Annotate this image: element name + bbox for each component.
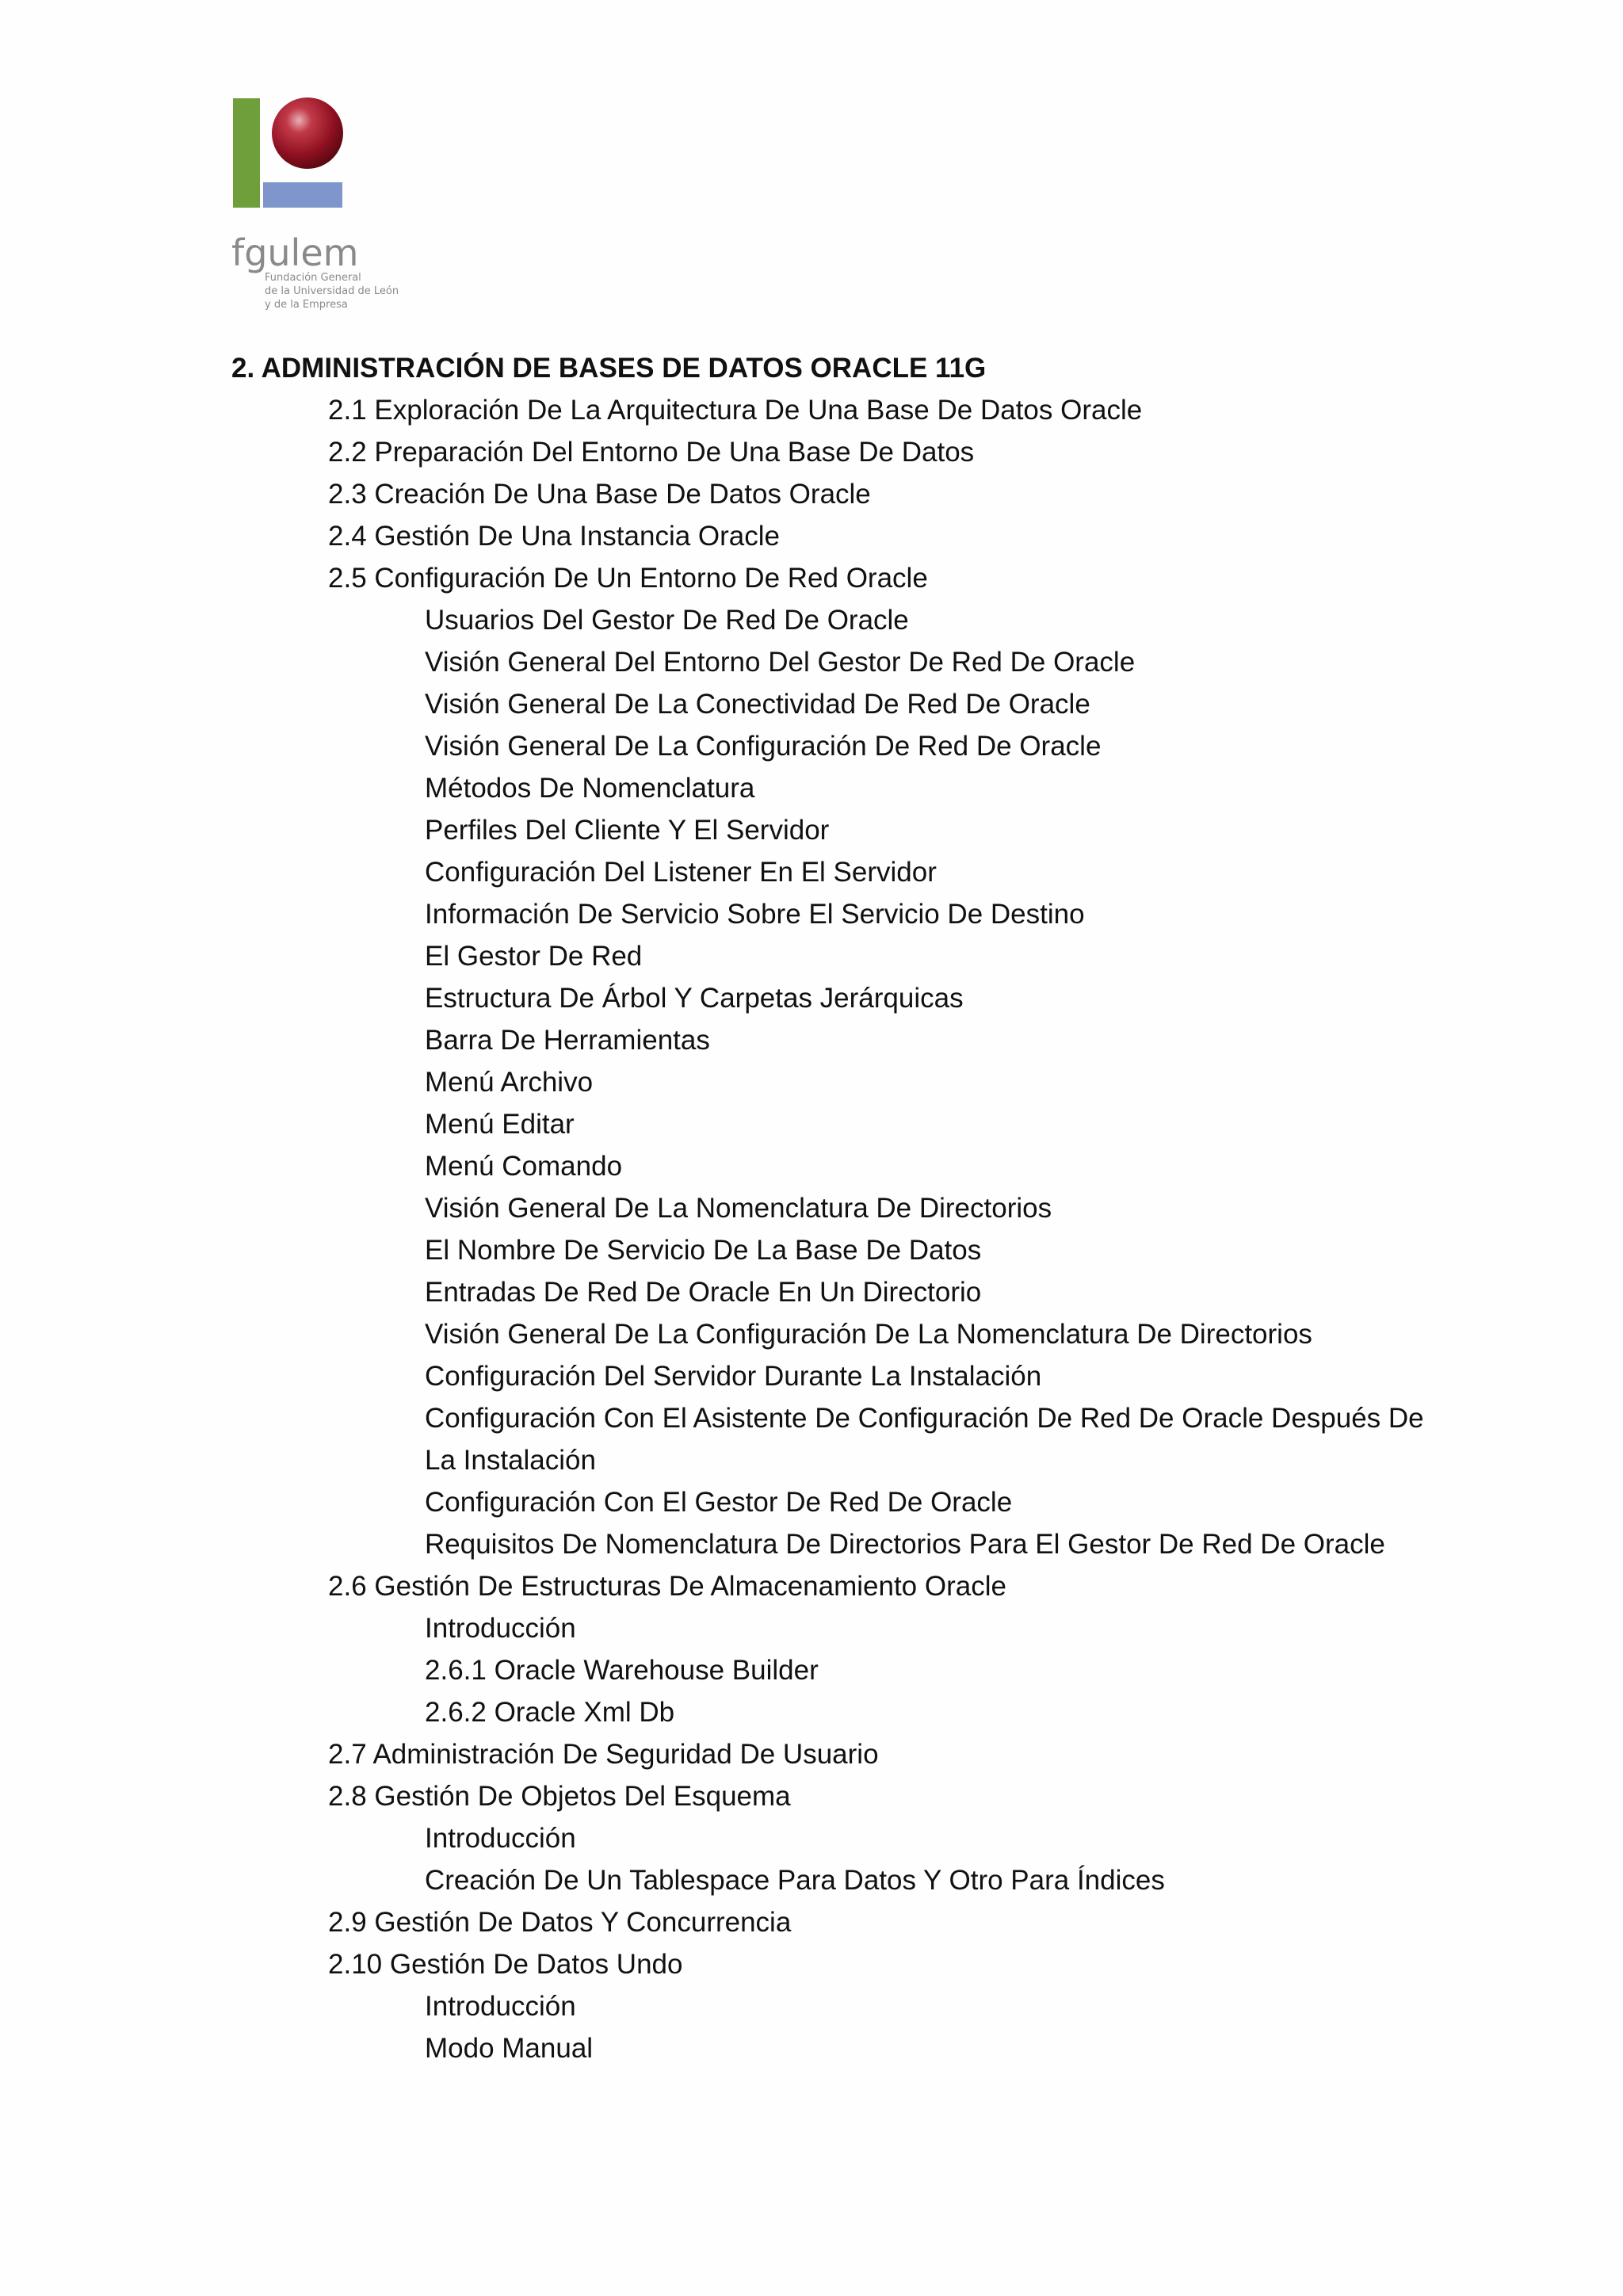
outline-subitem: Creación De Un Tablespace Para Datos Y Otro Para Índices — [425, 1865, 1165, 1896]
outline-section: 2.9 Gestión De Datos Y Concurrencia — [328, 1907, 792, 1938]
outline-subitem: La Instalación — [425, 1445, 596, 1476]
outline-list — [231, 389, 1424, 2069]
section-heading: 2. ADMINISTRACIÓN DE BASES DE DATOS ORACLE 11G — [231, 353, 987, 384]
outline-section: 2.5 Configuración De Un Entorno De Red Oracle — [328, 563, 928, 594]
outline-subitem: Visión General Del Entorno Del Gestor De Red De Oracle — [425, 647, 1136, 678]
outline-subitem: Estructura De Árbol Y Carpetas Jerárquicas — [425, 983, 964, 1014]
outline-subitem: Introducción — [425, 1613, 576, 1644]
outline-subitem: Requisitos De Nomenclatura De Directorios Para El Gestor De Red De Oracle — [425, 1529, 1385, 1560]
outline-subitem: Configuración Con El Asistente De Configuración De Red De Oracle Después De — [425, 1403, 1424, 1434]
outline-subitem: Visión General De La Configuración De La Nomenclatura De Directorios — [425, 1319, 1312, 1350]
outline-section: 2.1 Exploración De La Arquitectura De Una Base De Datos Oracle — [328, 395, 1143, 426]
outline-subitem: Información De Servicio Sobre El Servicio De Destino — [425, 899, 1085, 930]
outline-subitem: El Nombre De Servicio De La Base De Datos — [425, 1235, 982, 1266]
outline-subitem: Entradas De Red De Oracle En Un Directorio — [425, 1277, 982, 1308]
course-outline — [231, 347, 1424, 2069]
fgulem-logo — [231, 97, 422, 315]
outline-subitem: Visión General De La Conectividad De Red De Oracle — [425, 689, 1090, 720]
outline-subitem: Menú Archivo — [425, 1067, 594, 1098]
outline-subitem: El Gestor De Red — [425, 941, 643, 972]
outline-subitem: Visión General De La Nomenclatura De Directorios — [425, 1193, 1052, 1224]
outline-section: 2.2 Preparación Del Entorno De Una Base De Datos — [328, 437, 975, 468]
outline-subitem: Introducción — [425, 1823, 576, 1854]
outline-subitem: Configuración Del Listener En El Servidor — [425, 857, 937, 888]
outline-subitem: Perfiles Del Cliente Y El Servidor — [425, 815, 830, 846]
outline-section: 2.3 Creación De Una Base De Datos Oracle — [328, 479, 871, 510]
outline-subitem: Usuarios Del Gestor De Red De Oracle — [425, 605, 909, 636]
logo-brand: fgulem — [231, 231, 359, 274]
outline-subitem: Introducción — [425, 1991, 576, 2022]
logo-red-sphere — [272, 97, 343, 169]
outline-subitem: Configuración Con El Gestor De Red De Oracle — [425, 1487, 1013, 1518]
outline-subitem: Métodos De Nomenclatura — [425, 773, 755, 804]
logo-subtitle: Fundación General de la Universidad de León y de la Empresa — [265, 272, 399, 311]
outline-subitem: Configuración Del Servidor Durante La Instalación — [425, 1361, 1042, 1392]
outline-subitem: Visión General De La Configuración De Red De Oracle — [425, 731, 1102, 762]
outline-section: 2.10 Gestión De Datos Undo — [328, 1949, 683, 1980]
outline-section: 2.6 Gestión De Estructuras De Almacenamiento Oracle — [328, 1571, 1006, 1602]
outline-subitem: Menú Editar — [425, 1109, 575, 1140]
outline-subitem: 2.6.2 Oracle Xml Db — [425, 1697, 675, 1728]
outline-subitem: Barra De Herramientas — [425, 1025, 710, 1056]
logo-mark — [231, 97, 422, 231]
outline-subitem: 2.6.1 Oracle Warehouse Builder — [425, 1655, 819, 1686]
outline-section: 2.4 Gestión De Una Instancia Oracle — [328, 521, 781, 552]
outline-subitem: Menú Comando — [425, 1151, 623, 1182]
outline-subitem: Modo Manual — [425, 2033, 594, 2064]
outline-section: 2.8 Gestión De Objetos Del Esquema — [328, 1781, 791, 1812]
logo-blue-bar — [263, 182, 342, 208]
logo-green-bar — [233, 98, 260, 208]
outline-section: 2.7 Administración De Seguridad De Usuario — [328, 1739, 879, 1770]
